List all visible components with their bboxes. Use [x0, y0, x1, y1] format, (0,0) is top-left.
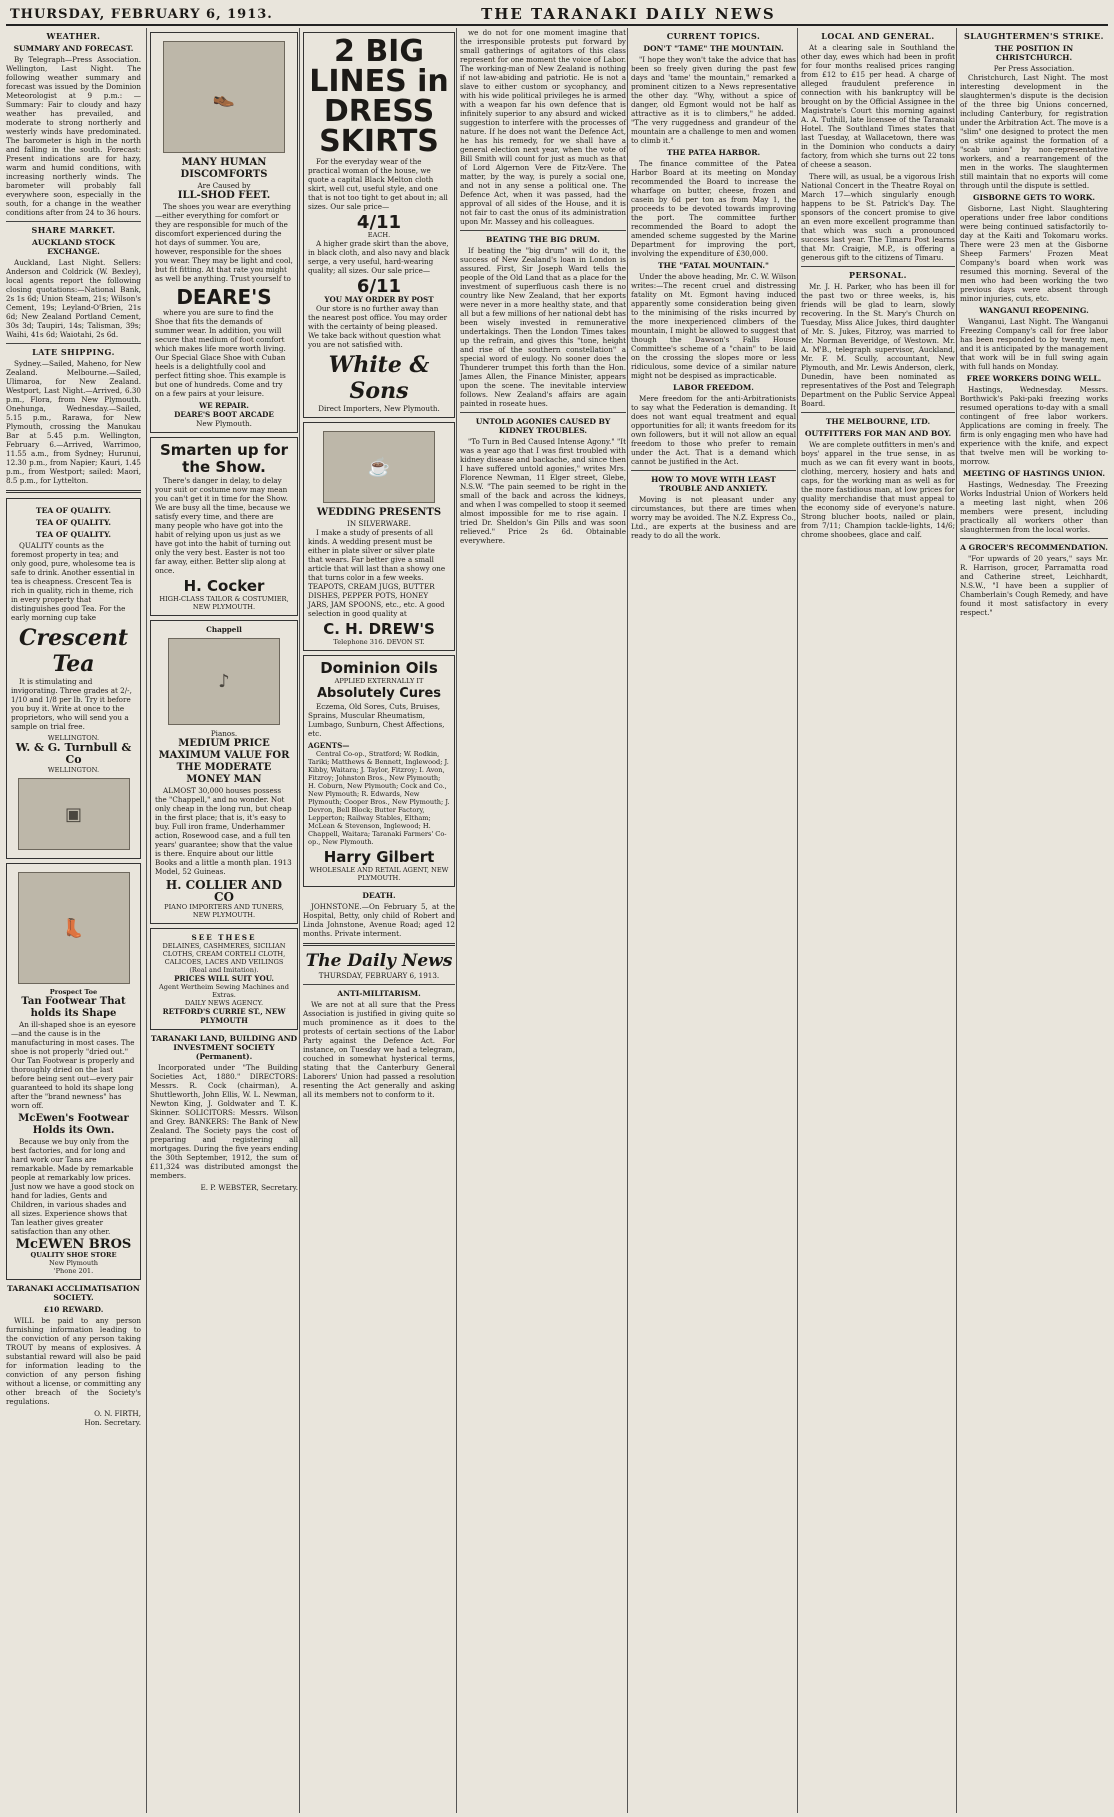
gisborne-heading: GISBORNE GETS TO WORK.: [972, 193, 1096, 202]
gisborne-text: Gisborne, Last Night. Slaughtering operations under free labor conditions were being continued satisfactorily to-day at the Kaiti and Tokomaru works. There were 23 men at the Gisborne Sheep Farmers' Frozen Meat Company's board when work was resumed this morning. Several of the men who had been working the two previous days were absent through minor injuries, cuts, etc.: [960, 204, 1108, 303]
tan-footwear-text: An ill-shaped shoe is an eyesore—and the cause is in the manufacturing in most cases. The shoe is not properly "dried out." Our Tan Footwear is properly and thoroughly dried on the last before being sent out—every pair guaranteed to hold its shape long after the "brand newness" has worn off.: [11, 1020, 136, 1110]
melbourne-text: We are complete outfitters in men's and boys' apparel in the true sense, in as much as we can fit every want in boots, clothing, mercery, hosiery and hats and caps, for the working man as well as for the more fastidious man, at low prices for quality merchandise that must appeal to the economy side of everyone's nature. Strong blucher boots, nailed or plain, from 7/11; Champion tackle-lights, 14/6; chrome shoobees, glace and calf.: [801, 440, 955, 539]
wanganui-heading: WANGANUI REOPENING.: [979, 306, 1089, 315]
paper-title: THE TARANAKI DAILY NEWS: [481, 5, 776, 23]
divider: [303, 943, 455, 946]
collier-sub: PIANO IMPORTERS AND TUNERS, NEW PLYMOUTH.: [164, 903, 284, 919]
column-1: [6, 28, 144, 1813]
tea-packet-image: ▣: [18, 778, 130, 850]
hastings-union-heading: MEETING OF HASTINGS UNION.: [962, 469, 1106, 478]
wedding-text: I make a study of presents of all kinds. A wedding present must be either in plate silver or silver plate that wears. Far better give a small article that will last than a showy one that turns color in a few weeks. TEAPOTS, CREAM JUGS, BUTTER DISHES, PEPPER POTS, HONEY JARS, JAM SPOONS, etc., etc. A good selection in good quality at: [308, 528, 446, 618]
price-two: 6/11: [356, 276, 402, 297]
big-drum-text: If beating the "big drum" will do it, the success of New Zealand's loan in London is assured. First, Sir Joseph Ward tells the people of the Old Land that as a place for the investment of superfluous cash there is no country like New Zealand, that her exports were never in a more healthy state, and that all but a few millions of her national debt has been wisely invested in remunerative undertakings. Then the London Times takes up the refrain, and gives this "tone, height and rise of the southern constellation" a special word of eulogy. No sooner does the Thunderer trumpet this forth than the Hon. James Allen, the Finance Minister, appears upon the scene. The inevitable interview follows. New Zealand's affairs are again painted in roseate hues.: [460, 246, 626, 408]
labor-freedom-text: Mere freedom for the anti-Arbitrationists to say what the Federation is demanding. It does not want equal treatment and equal opportunities for all; it wants freedom for its own followers, but it will not allow an equal freedom to those who prefer to remain under the Act. That is a demand which cannot be justified in the Act.: [631, 394, 796, 466]
weather-subheading: SUMMARY AND FORECAST.: [13, 44, 134, 53]
divider: [801, 266, 955, 267]
kidney-heading: UNTOLD AGONIES CAUSED BY KIDNEY TROUBLES.: [475, 417, 611, 435]
firth-signature: O. N. FIRTH,: [94, 1409, 141, 1418]
smarten-text: There's danger in delay, to delay your suit or costume now may mean you can't get it in time for the Show. We are busy all the time, because we satisfy every time, and there are many people who have got into the habit of relying upon us just as we have got into the habit of turning out only the very best. Easter is not too far away, either. Better slip along at once.: [155, 476, 291, 575]
chappell-label: Chappell: [206, 625, 242, 634]
editorial-continued-text: we do not for one moment imagine that the irresponsible protests put forward by small gatherings of agitators of this class represent for one moment the voice of Labor. The working-man of New Zealand is nothing if not law-abiding and patriotic. He is not a slave to either custom or sycophancy, and with his wide political privileges he is armed with a weapon far his own defence that is infinitely superior to any absurd and wicked suggestion to interfere with the processes of nature. If he does not want the Defence Act, he has his remedy, for we shall have a general election next year, when the vote of Bill Smith will count for just as much as that of Lord Algernon Vere de Fitz-Vere. The matter, by the way, is purely a social one, and not in any sense a political one. The Defence Act, when it was passed, had the approval of all sides of the House, and it is not fair to cast the onus of its administration upon Mr. Massey and his colleagues.: [460, 28, 626, 226]
free-workers-heading: FREE WORKERS DOING WELL.: [966, 374, 1102, 383]
weather-text: By Telegraph—Press Association. Wellington, Last Night. The following weather summary and forecast was issued by the Dominion Meteorologist at 9 p.m.: — Summary: Fair to cloudy and hazy weather has prevailed, and moderate to strong northerly and westerly winds have predominated. The barometer is high in the north and falling in the south. Forecast: Present indications are for hazy, warm and humid conditions, with increasing northerly winds. The barometer will probably fall everywhere soon, especially in the south, for a change in the weather conditions after from 24 to 36 hours.: [6, 55, 141, 217]
tea-text: QUALITY counts as the foremost property in tea; and only good, pure, wholesome tea is safe to drink. Another essential in tea is cheapness. Crescent Tea is rich in quality, rich in theme, rich in every property that distinguishes good Tea. For the early morning cup take: [11, 541, 136, 622]
caused-by: Are Caused by: [197, 181, 251, 190]
wellington-label-2: WELLINGTON.: [47, 766, 100, 774]
tan-footwear-heading: Tan Footwear That holds its Shape: [21, 996, 126, 1019]
agents-text: Central Co-op., Stratford; W. Rodkin, Tariki; Matthews & Bennett, Inglewood; J. Kibby, Waitara; J. Taylor, Fitzroy; I. Avon, Fitzroy; Johnston Bros., New Plymouth; H. Coburn, New Plymouth; Cock and Co., New Plymouth; R. Edwards, New Plymouth; Cooper Bros., New Plymouth; J. Devron, Bell Block; Butter Factory, Lepperton; Railway Stables, Eltham; McLean & Stevenson, Inglewood; H. Chappell, Waitara; Taranaki Farmers' Co-op., New Plymouth.: [308, 750, 450, 846]
see-these: SEE THESE: [191, 933, 257, 942]
weather-heading: WEATHER.: [46, 31, 101, 41]
oils-text: Eczema, Old Sores, Cuts, Bruises, Sprains, Muscular Rheumatism, Lumbago, Sunburn, Chest Affections, etc.: [308, 702, 445, 738]
moving-heading: HOW TO MOVE WITH LEAST TROUBLE AND ANXIETY.: [651, 475, 776, 493]
reward-heading: £10 REWARD.: [43, 1305, 104, 1314]
wanganui-text: Wanganui, Last Night. The Wanganui Freezing Company's call for free labor has been responded to by twenty men, and it is anticipated by the management that work will be in full swing again with full hands on Monday.: [960, 317, 1108, 371]
local-general-text-2: There will, as usual, be a vigorous Irish National Concert in the Theatre Royal on March 17—which singularly enough happens to be St. Patrick's Day. The sponsors of the concert promise to give an even more excellent programme than that which was such a pronounced success last year. The Timaru Post learns that Mr. Craigie, M.P., is offering a generous gift to the citizens of Timaru.: [801, 172, 955, 262]
acclimatisation-text: WILL be paid to any person furnishing information leading to the conviction of any person taking TROUT by means of explosives. A substantial reward will also be paid for information leading to the conviction of any person fishing without a license, or committing any other breach of the Society's regulations.: [6, 1316, 141, 1406]
shipping-heading: LATE SHIPPING.: [32, 347, 115, 357]
divider: [631, 470, 796, 471]
piano-text: ALMOST 30,000 houses possess the "Chappell," and no wonder. Not only cheap in the long run, but cheap in the first place; that is, it's easy to buy. Full iron frame, Underhammer action, Rosewood case, and a full ten years' guarantee; show that the value is there. Enquire about our little Books and a little a month plan. 1913 Model, 52 Guineas.: [155, 786, 293, 876]
hastings-union-text: Hastings, Wednesday. The Freezing Works Industrial Union of Workers held a meeting last night, when 206 members were present, including practically all workers other than slaughtermen from the local works.: [960, 480, 1108, 534]
collier-name: H. COLLIER AND CO: [165, 878, 283, 904]
share-subheading: AUCKLAND STOCK EXCHANGE.: [32, 238, 115, 256]
skirt-text-2: A higher grade skirt than the above, in black cloth, and also navy and black serge, a very useful, hard-wearing quality; all sizes. Our sale price—: [308, 239, 450, 275]
mcewen-ad: [6, 863, 141, 1280]
shoe-image: 👞: [163, 41, 285, 153]
masthead: [6, 4, 1108, 26]
fatal-mountain-heading: THE "FATAL MOUNTAIN.": [657, 261, 770, 270]
divider: [460, 230, 626, 231]
mcewen-heading: McEwen's Footwear Holds its Own.: [18, 1113, 129, 1136]
drew-name: C. H. DREW'S: [323, 620, 435, 638]
prospect-toe: Prospect Toe: [49, 988, 98, 996]
labor-freedom-heading: LABOR FREEDOM.: [673, 383, 754, 392]
quality-shoe-store: QUALITY SHOE STORE: [30, 1251, 117, 1259]
whites-skirts-ad: [303, 32, 455, 418]
anti-militarism-heading: ANTI-MILITARISM.: [337, 989, 421, 998]
editorial-date: THURSDAY, FEBRUARY 6, 1913.: [318, 971, 440, 980]
divider: [801, 412, 955, 413]
ill-shod-heading: ILL-SHOD FEET.: [177, 190, 271, 201]
column-6: [797, 28, 958, 1813]
patea-text: The finance committee of the Patea Harbor Board at its meeting on Monday recommended the Board to increase the wharfage on butter, cheese, frozen and casein by 6d per ton as from May 1, the proceeds to be devoted towards improving the port. The committee further recommended the Board to adopt the amended scheme suggested by the Marine Department for improving the port, involving the expenditure of £30,000.: [631, 159, 796, 258]
medium-price-heading: MEDIUM PRICE MAXIMUM VALUE FOR THE MODERATE MONEY MAN: [158, 738, 290, 785]
daily-news-agency: DAILY NEWS AGENCY.: [184, 999, 264, 1007]
silverware-label: IN SILVERWARE.: [347, 519, 411, 528]
anti-militarism-text: We are not at all sure that the Press Association is justified in giving quite so much prominence as it does to the protests of certain sections of the Labor Party against the Defence Act. For instance, on Tuesday we had a telegram, couched in somewhat hysterical terms, stating that the Canterbury General Laborers' Union had passed a resolution resenting the Act generally and asking all its members not to conform to it.: [303, 1000, 455, 1099]
smarten-heading: Smarten up for the Show.: [159, 441, 289, 476]
skirt-text: For the everyday wear of the practical woman of the house, we quote a capital Black Melton cloth skirt, well cut, useful style, and one that is not too tight to get about in; all sizes. Our sale price—: [308, 157, 448, 211]
columns: [6, 28, 1108, 1813]
collier-piano-ad: [150, 620, 298, 924]
divider: [960, 538, 1108, 539]
pianos-label: Pianos.: [210, 729, 238, 738]
mcewen-text: Because we buy only from the best factories, and for long and hard work our Tans are remarkable. Made by remarkable people at remarkably low prices. Just now we have a good stock on hand for ladies, Gents and Children, in various shades and all sizes. Experience shows that Tan leather gives greater satisfaction than any other.: [11, 1137, 135, 1236]
shipping-text: Sydney.—Sailed, Maheno, for New Zealand. Melbourne.—Sailed, Ulimaroa, for New Zealand. Westport, Last Night.—Arrived, 6.30 p.m., Flora, from New Plymouth. Onehunga, Wednesday.—Sailed, 5.15 p.m., Rarawa, for New Plymouth, crossing the Manukau Bar at 5.45 p.m. Wellington, February 6.—Arrived, Warrimoo, 11.55 a.m., from Sydney; Hurunui, 12.30 p.m., from Napier; Kauri, 1.45 p.m., from Westport; sailed: Maori, 8.5 p.m., for Lyttelton.: [6, 359, 141, 485]
piano-image: ♪: [168, 638, 280, 725]
column-5: [627, 28, 799, 1813]
gilbert-sub: WHOLESALE AND RETAIL AGENT, NEW PLYMOUTH.: [309, 866, 449, 882]
webster-signature: E. P. WEBSTER, Secretary.: [200, 1183, 298, 1192]
column-7: [956, 28, 1108, 1813]
tame-mountain-heading: DON'T "TAME" THE MOUNTAIN.: [643, 44, 784, 53]
order-text: Our store is no further away than the nearest post office. You may order with the certainty of being pleased. We take back without question what you are not satisfied with.: [308, 304, 448, 349]
wedding-heading: WEDDING PRESENTS: [316, 507, 442, 518]
boot-image: 👢: [18, 872, 130, 984]
crescent-tea-logo: Crescent Tea: [18, 625, 129, 677]
mcewen-location: New Plymouth: [48, 1259, 99, 1267]
daily-news-logo: The Daily News: [305, 951, 453, 971]
mcewen-phone: 'Phone 201.: [53, 1267, 94, 1275]
drew-sub: Telephone 316. DEVON ST.: [333, 638, 425, 646]
divider: [6, 343, 141, 344]
local-general-heading: LOCAL AND GENERAL.: [821, 31, 935, 41]
death-text: JOHNSTONE.—On February 5, at the Hospital, Betty, only child of Robert and Linda Johnstone, Avenue Road; aged 12 months. Private interment.: [303, 902, 455, 938]
dominion-oils-heading: Dominion Oils: [320, 659, 438, 677]
land-society-heading: TARANAKI LAND, BUILDING AND INVESTMENT SOCIETY (Permanent).: [150, 1034, 298, 1061]
firth-title: Hon. Secretary.: [84, 1418, 141, 1427]
agents-heading: AGENTS—: [308, 741, 350, 750]
tame-mountain-text: "I hope they won't take the advice that has been so freely given during the past few days and 'tame' the mountain," remarked a prominent citizen to a News representative the other day. "Why, without a spice of danger, old Egmont would not be half as attractive as it is to climbers," he added. "The very ruggedness and grandeur of the mountain are a challenge to men and women to climb it.": [631, 55, 796, 145]
price-one: 4/11: [356, 212, 402, 233]
delaines-list: DELAINES, CASHMERES, SICILIAN CLOTHS, CREAM CORTELI CLOTH, CALICOES, LACES AND VEILINGS (Real and Imitation).: [162, 942, 286, 974]
dominion-oils-ad: [303, 655, 455, 887]
deares-name: DEARE'S: [176, 285, 272, 309]
column-4: [456, 28, 629, 1813]
tea-heading-2: TEA OF QUALITY.: [35, 518, 112, 527]
melbourne-heading: THE MELBOURNE, LTD.: [825, 417, 931, 426]
wertheim-agent: Agent Wertheim Sewing Machines and Extras.: [159, 983, 289, 999]
kidney-text: "To Turn in Bed Caused Intense Agony." "It was a year ago that I was first troubled with kidney disease and backache, and since then I have suffered untold agonies," writes Mrs. Florence Newman, 11 Elger street, Glebe, N.S.W. "The pain seemed to be right in the small of the back and across the kidneys, and when I was compelled to stoop it seemed almost impossible for me to rise again. I tried Dr. Sheldon's Gin Pills and was soon relieved." Price 2s 6d. Obtainable everywhere.: [460, 437, 626, 545]
order-by-post: YOU MAY ORDER BY POST: [324, 295, 434, 304]
cocker-sub: HIGH-CLASS TAILOR & COSTUMIER, NEW PLYMOUTH.: [159, 595, 289, 611]
christchurch-heading: THE POSITION IN CHRISTCHURCH.: [994, 44, 1074, 62]
free-workers-text: Hastings, Wednesday. Messrs. Borthwick's Paki-paki freezing works resumed operations to-day with a small contingent of free labor workers. Applications are coming in freely. The firm is only engaging men who have had experience with the knife, and expect that twelve men will be working to-morrow.: [960, 385, 1108, 466]
cures-heading: Absolutely Cures: [317, 686, 441, 701]
moving-text: Moving is not pleasant under any circumstances, but there are times when worry may be avoided. The N.Z. Express Co., Ltd., are experts at the business and are ready to do all the work.: [631, 495, 796, 540]
we-repair: WE REPAIR.: [199, 401, 249, 410]
discomfort-heading: MANY HUMAN DISCOMFORTS: [180, 157, 268, 180]
strike-heading: SLAUGHTERMEN'S STRIKE.: [964, 31, 1104, 41]
acclimatisation-heading: TARANAKI ACCLIMATISATION SOCIETY.: [7, 1284, 140, 1302]
feet-text: The shoes you wear are everything—either everything for comfort or they are responsible for much of the discomfort experienced during the hot days of summer. You are, however, responsible for the shoes you wear. They may be light and cool, but fit fitting. At that rate you might as well be anything. Trust yourself to: [155, 202, 293, 283]
patea-heading: THE PATEA HARBOR.: [666, 148, 761, 157]
column-3: [299, 28, 458, 1813]
fatal-mountain-text: Under the above heading, Mr. C. W. Wilson writes:—The recent cruel and distressing fatality on Mt. Egmont having induced apparently some consideration being given to the minimising of the risks incurred by the more inexperienced climbers of the mountain, I might be allowed to suggest that though the Dawson's Falls House Committee's scheme of a "chain" to be laid on the crossing the slopes more or less ridiculous, some device of a similar nature might not be despised as impracticable.: [631, 272, 796, 380]
strike-text: Christchurch, Last Night. The most interesting development in the slaughtermen's dispute is the decision of the three big Unions concerned, including Canterbury, for registration under the Arbitration Act. The move is a "slim" one designed to protect the men on strike against the formation of a "scab union" by non-representative workers, and a rearrangement of the men in the works. The slaughtermen still maintain that no exports will come through until the dispute is settled.: [960, 73, 1108, 190]
whites-importers: Direct Importers, New Plymouth.: [318, 404, 440, 413]
whites-logo: White & Sons: [328, 352, 430, 404]
share-text: Auckland, Last Night. Sellers: Anderson and Coldrick (W. Bexley), local agents report the following closing quotations:—National Bank, 2s 1s 6d; Union Steam, 21s; Wilson's Cement, 19s; Leyland-O'Brien, 21s 6d; New Zealand Portland Cement, 30s 3d; Taupiri, 14s; Talisman, 39s; Waihi, 41s 6d; Waiotahi, 2s 6d.: [6, 258, 141, 339]
land-society-text: Incorporated under "The Building Societies Act, 1880." DIRECTORS: Messrs. R. Cock (chairman), A. Shuttleworth, John Ellis, W. L. Newman, Newton King, J. Goldwater and T. K. Skinner. SOLICITORS: Messrs. Wilson and Grey. BANKERS: The Bank of New Zealand. The Society pays the cost of preparing and registering all mortgages. During the five years ending the 30th September, 1912, the sum of £11,324 was distributed amongst the members.: [150, 1063, 298, 1180]
crescent-tea-ad: [6, 498, 141, 859]
each-label: EACH.: [367, 231, 391, 239]
current-topics-heading: CURRENT TOPICS.: [666, 31, 761, 41]
wellington-label: WELLINGTON.: [47, 734, 100, 742]
cocker-name: H. Cocker: [183, 577, 265, 595]
big-drum-heading: BEATING THE BIG DRUM.: [486, 235, 600, 244]
retford-ad: [150, 928, 298, 1030]
deares-location: New Plymouth.: [196, 419, 252, 428]
death-heading: DEATH.: [362, 891, 396, 900]
local-general-text: At a clearing sale in Southland the other day, ewes which had been in profit for four months realised prices ranging from £12 to £15 per head. A charge of alleged fraudulent preference in connection with his bankruptcy will be brought on by the Official Assignee in the Magistrate's Court this morning against A. A. Tuthill, late licensee of the Taranaki Hotel. The Southland Times states that last Tuesday, at Wallacetown, there was in the Dominion who conducts a dairy factory, from which she turns out 22 tons of cheese a season.: [801, 43, 955, 169]
divider: [303, 984, 455, 985]
divider: [6, 221, 141, 222]
issue-date: THURSDAY, FEBRUARY 6, 1913.: [10, 6, 273, 22]
divider: [460, 412, 626, 413]
drew-ad: [303, 422, 455, 651]
boot-arcade: DEARE'S BOOT ARCADE: [174, 410, 274, 419]
press-association: Per Press Association.: [993, 64, 1075, 73]
deares-text: where you are sure to find the Shoe that fits the demands of summer wear. In addition, you will secure that medium of foot comfort which makes life more worth living. Our Special Glace Shoe with Cuban heels is a delightfully cool and perfect fitting shoe. This example is but one of hundreds. Come and try on a few pairs at your leisure.: [155, 308, 286, 398]
deares-ad: [150, 32, 298, 433]
share-heading: SHARE MARKET.: [31, 225, 116, 235]
grocer-heading: A GROCER'S RECOMMENDATION.: [960, 543, 1108, 552]
applied-label: APPLIED EXTERNALLY IT: [334, 677, 424, 685]
personal-heading: PERSONAL.: [849, 270, 907, 280]
tea-heading-1: TEA OF QUALITY.: [35, 506, 112, 515]
outfitters-heading: OUTFITTERS FOR MAN AND BOY.: [804, 429, 952, 438]
cocker-ad: [150, 437, 298, 616]
mcewen-bros: McEWEN BROS: [15, 1237, 132, 1252]
grocer-text: "For upwards of 20 years," says Mr. R. Harrison, grocer, Parramatta road and Catherine street, Leichhardt, N.S.W., "I have been a supplier of Chamberlain's Cough Remedy, and have found it most satisfactory in every respect.": [960, 554, 1108, 617]
gilbert-name: Harry Gilbert: [323, 848, 435, 866]
prices-suit: PRICES WILL SUIT YOU.: [174, 974, 274, 983]
tea-heading-3: TEA OF QUALITY.: [35, 530, 112, 539]
column-2: [146, 28, 301, 1813]
personal-text: Mr. J. H. Parker, who has been ill for the past two or three weeks, is, his friends will be glad to learn, slowly recovering. In the St. Mary's Church on Tuesday, Miss Alice Jukes, third daughter of Mr. S. Jukes, Fitzroy, was married to Mr. Norman Beveridge, of Westown. Mr. A. M'B., telegraph supervisor, Auckland, Mr. F. M. Scully, accountant, New Plymouth, and Mr. Lewis Anderson, clerk, Dunedin, have been nominated as representatives of the Post and Telegraph Department on the Public Service Appeal Board.: [801, 282, 955, 408]
turnbull-name: W. & G. Turnbull & Co: [15, 741, 132, 766]
divider: [6, 490, 141, 493]
tea-text-2: It is stimulating and invigorating. Three grades at 2/-, 1/10 and 1/8 per lb. Try it before you buy it. Write at once to the proprietors, who will send you a sample on trial free.: [11, 677, 132, 731]
teapot-image: ☕: [323, 431, 435, 503]
retford-name: RETFORD'S CURRIE ST., NEW PLYMOUTH: [162, 1007, 286, 1025]
two-big-lines-heading: 2 BIG LINES in DRESS SKIRTS: [309, 34, 449, 159]
